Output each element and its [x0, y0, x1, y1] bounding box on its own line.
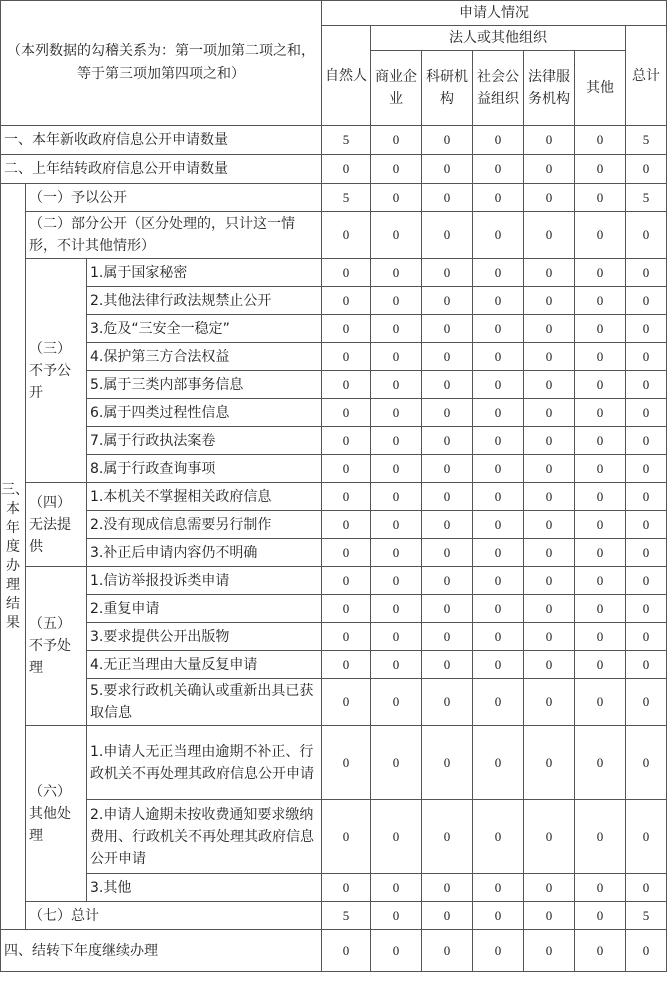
sub-item-label: 2.其他法律行政法规禁止公开	[87, 287, 322, 315]
sub-item-value: 0	[422, 511, 473, 539]
category-7-value: 0	[524, 902, 575, 930]
sub-item-value: 0	[524, 455, 575, 483]
table-row	[1, 259, 667, 287]
sub-item-label: 4.无正当理由大量反复申请	[87, 651, 322, 679]
section-2-value: 0	[473, 155, 524, 184]
sub-item-value: 0	[322, 567, 371, 595]
legal-person-group-header: 法人或其他组织	[371, 26, 626, 51]
sub-item-value: 0	[422, 483, 473, 511]
section-1-value: 0	[575, 126, 626, 155]
table-row	[1, 874, 667, 902]
section-2-value: 0	[422, 155, 473, 184]
table-row	[1, 455, 667, 483]
sub-item-value: 0	[473, 399, 524, 427]
total-header: 总计	[626, 26, 667, 126]
category-2-value: 0	[473, 212, 524, 259]
sub-item-value: 0	[524, 371, 575, 399]
category-5-label: （五）不予处理	[26, 567, 87, 726]
sub-item-value: 0	[422, 651, 473, 679]
category-2-value: 0	[322, 212, 371, 259]
sub-item-label: 2.重复申请	[87, 595, 322, 623]
sub-item-value: 0	[473, 726, 524, 800]
sub-item-value: 0	[626, 726, 667, 800]
sub-item-value: 0	[524, 595, 575, 623]
sub-item-value: 0	[371, 371, 422, 399]
category-7-value: 5	[626, 902, 667, 930]
sub-item-label: 3.补正后申请内容仍不明确	[87, 539, 322, 567]
sub-item-label: 1.属于国家秘密	[87, 259, 322, 287]
section-2-value: 0	[575, 155, 626, 184]
sub-item-value: 0	[473, 651, 524, 679]
sub-item-value: 0	[322, 595, 371, 623]
category-4-label: （四）无法提供	[26, 483, 87, 567]
sub-item-value: 0	[322, 427, 371, 455]
sub-item-value: 0	[422, 343, 473, 371]
sub-item-label: 1.申请人无正当理由逾期不补正、行政机关不再处理其政府信息公开申请	[87, 726, 322, 800]
category-1-value: 0	[422, 184, 473, 212]
sub-item-value: 0	[575, 455, 626, 483]
category-1-value: 5	[322, 184, 371, 212]
sub-item-value: 0	[626, 259, 667, 287]
category-2-value: 0	[524, 212, 575, 259]
sub-item-value: 0	[575, 539, 626, 567]
sub-item-value: 0	[626, 539, 667, 567]
table-row	[1, 930, 667, 972]
table-row	[1, 539, 667, 567]
table-row	[1, 679, 667, 726]
sub-item-value: 0	[575, 679, 626, 726]
sub-item-value: 0	[626, 651, 667, 679]
sub-item-value: 0	[422, 287, 473, 315]
sub-item-value: 0	[575, 623, 626, 651]
sub-item-value: 0	[473, 427, 524, 455]
sub-item-value: 0	[626, 800, 667, 874]
sub-item-value: 0	[422, 371, 473, 399]
section-4-value: 0	[524, 930, 575, 972]
category-2-value: 0	[575, 212, 626, 259]
sub-item-value: 0	[371, 623, 422, 651]
public-welfare-header: 社会公益组织	[473, 51, 524, 126]
section-4-value: 0	[322, 930, 371, 972]
section-4-label: 四、结转下年度继续办理	[1, 930, 322, 972]
sub-item-value: 0	[322, 874, 371, 902]
category-1-label: （一）予以公开	[26, 184, 322, 212]
sub-item-value: 0	[322, 539, 371, 567]
sub-item-value: 0	[371, 567, 422, 595]
category-1-value: 0	[524, 184, 575, 212]
sub-item-value: 0	[371, 259, 422, 287]
sub-item-value: 0	[473, 259, 524, 287]
sub-item-value: 0	[322, 511, 371, 539]
category-7-value: 0	[473, 902, 524, 930]
section-1-value: 0	[422, 126, 473, 155]
table-row	[1, 595, 667, 623]
table-row	[1, 155, 667, 184]
sub-item-value: 0	[422, 259, 473, 287]
sub-item-value: 0	[575, 651, 626, 679]
commercial-header: 商业企业	[371, 51, 422, 126]
research-header: 科研机构	[422, 51, 473, 126]
table-row	[1, 651, 667, 679]
other-header: 其他	[575, 51, 626, 126]
sub-item-value: 0	[322, 483, 371, 511]
section-4-value: 0	[371, 930, 422, 972]
sub-item-label: 1.本机关不掌握相关政府信息	[87, 483, 322, 511]
sub-item-value: 0	[371, 595, 422, 623]
section-2-value: 0	[626, 155, 667, 184]
section-1-value: 0	[524, 126, 575, 155]
sub-item-value: 0	[422, 874, 473, 902]
section-1-value: 0	[371, 126, 422, 155]
sub-item-value: 0	[322, 455, 371, 483]
sub-item-value: 0	[473, 343, 524, 371]
sub-item-value: 0	[524, 651, 575, 679]
category-1-value: 5	[626, 184, 667, 212]
sub-item-value: 0	[371, 511, 422, 539]
sub-item-value: 0	[422, 679, 473, 726]
sub-item-value: 0	[626, 679, 667, 726]
sub-item-value: 0	[524, 483, 575, 511]
sub-item-value: 0	[371, 427, 422, 455]
sub-item-value: 0	[473, 483, 524, 511]
sub-item-value: 0	[371, 800, 422, 874]
category-7-value: 5	[322, 902, 371, 930]
sub-item-value: 0	[473, 539, 524, 567]
sub-item-value: 0	[322, 623, 371, 651]
sub-item-value: 0	[575, 726, 626, 800]
column-note: （本列数据的勾稽关系为：第一项加第二项之和，等于第三项加第四项之和）	[1, 1, 322, 126]
sub-item-label: 3.危及“三安全一稳定”	[87, 315, 322, 343]
section-4-value: 0	[575, 930, 626, 972]
sub-item-value: 0	[322, 371, 371, 399]
sub-item-label: 2.没有现成信息需要另行制作	[87, 511, 322, 539]
sub-item-value: 0	[524, 679, 575, 726]
section-2-label: 二、上年结转政府信息公开申请数量	[1, 155, 322, 184]
table-row	[1, 726, 667, 800]
sub-item-value: 0	[626, 595, 667, 623]
category-1-value: 0	[473, 184, 524, 212]
sub-item-value: 0	[473, 800, 524, 874]
table-row	[1, 623, 667, 651]
section-3-label: 三、本年度办理结果	[1, 184, 26, 930]
table-row	[1, 427, 667, 455]
sub-item-value: 0	[626, 567, 667, 595]
sub-item-value: 0	[422, 455, 473, 483]
sub-item-value: 0	[422, 595, 473, 623]
table-row	[1, 511, 667, 539]
table-row	[1, 371, 667, 399]
natural-person-header: 自然人	[322, 26, 371, 126]
sub-item-value: 0	[473, 287, 524, 315]
sub-item-value: 0	[575, 483, 626, 511]
table-row	[1, 483, 667, 511]
sub-item-value: 0	[626, 623, 667, 651]
sub-item-value: 0	[322, 399, 371, 427]
sub-item-value: 0	[422, 567, 473, 595]
table-row	[1, 315, 667, 343]
sub-item-value: 0	[626, 287, 667, 315]
category-2-value: 0	[422, 212, 473, 259]
sub-item-value: 0	[524, 343, 575, 371]
category-7-value: 0	[575, 902, 626, 930]
sub-item-value: 0	[575, 511, 626, 539]
sub-item-value: 0	[473, 455, 524, 483]
category-1-value: 0	[371, 184, 422, 212]
sub-item-value: 0	[322, 343, 371, 371]
sub-item-value: 0	[422, 539, 473, 567]
sub-item-value: 0	[473, 511, 524, 539]
category-7-value: 0	[422, 902, 473, 930]
sub-item-value: 0	[371, 539, 422, 567]
sub-item-value: 0	[371, 343, 422, 371]
sub-item-value: 0	[524, 623, 575, 651]
section-4-value: 0	[422, 930, 473, 972]
section-1-value: 5	[626, 126, 667, 155]
table-row	[1, 184, 667, 212]
sub-item-value: 0	[626, 343, 667, 371]
sub-item-value: 0	[575, 595, 626, 623]
category-2-label: （二）部分公开（区分处理的，只计这一情形，不计其他情形）	[26, 212, 322, 259]
sub-item-value: 0	[524, 427, 575, 455]
sub-item-value: 0	[322, 679, 371, 726]
table-row	[1, 287, 667, 315]
sub-item-value: 0	[422, 427, 473, 455]
sub-item-value: 0	[575, 399, 626, 427]
sub-item-value: 0	[322, 800, 371, 874]
table-row	[1, 902, 667, 930]
sub-item-value: 0	[322, 259, 371, 287]
section-1-value: 5	[322, 126, 371, 155]
sub-item-value: 0	[524, 874, 575, 902]
section-4-value: 0	[473, 930, 524, 972]
sub-item-value: 0	[626, 455, 667, 483]
sub-item-label: 7.属于行政执法案卷	[87, 427, 322, 455]
section-1-value: 0	[473, 126, 524, 155]
sub-item-value: 0	[626, 511, 667, 539]
sub-item-value: 0	[371, 315, 422, 343]
sub-item-value: 0	[422, 315, 473, 343]
sub-item-label: 6.属于四类过程性信息	[87, 399, 322, 427]
sub-item-value: 0	[524, 567, 575, 595]
table-row	[1, 399, 667, 427]
sub-item-value: 0	[322, 287, 371, 315]
sub-item-value: 0	[524, 287, 575, 315]
table-row	[1, 212, 667, 259]
sub-item-value: 0	[473, 679, 524, 726]
sub-item-value: 0	[575, 343, 626, 371]
section-4-value: 0	[626, 930, 667, 972]
applicant-info-header: 申请人情况	[322, 1, 667, 26]
sub-item-value: 0	[473, 371, 524, 399]
sub-item-value: 0	[473, 315, 524, 343]
sub-item-value: 0	[422, 800, 473, 874]
sub-item-value: 0	[575, 567, 626, 595]
legal-service-header: 法律服务机构	[524, 51, 575, 126]
sub-item-value: 0	[626, 399, 667, 427]
table-row	[1, 343, 667, 371]
sub-item-value: 0	[524, 726, 575, 800]
sub-item-label: 5.要求行政机关确认或重新出具已获取信息	[87, 679, 322, 726]
sub-item-value: 0	[322, 651, 371, 679]
sub-item-label: 4.保护第三方合法权益	[87, 343, 322, 371]
category-6-label: （六）其他处理	[26, 726, 87, 902]
category-1-value: 0	[575, 184, 626, 212]
table-row	[1, 800, 667, 874]
sub-item-value: 0	[473, 567, 524, 595]
sub-item-value: 0	[371, 399, 422, 427]
section-1-label: 一、本年新收政府信息公开申请数量	[1, 126, 322, 155]
category-2-value: 0	[626, 212, 667, 259]
table-row	[1, 126, 667, 155]
sub-item-value: 0	[626, 315, 667, 343]
sub-item-value: 0	[524, 511, 575, 539]
sub-item-value: 0	[371, 455, 422, 483]
sub-item-value: 0	[322, 315, 371, 343]
category-2-value: 0	[371, 212, 422, 259]
sub-item-label: 8.属于行政查询事项	[87, 455, 322, 483]
sub-item-value: 0	[575, 371, 626, 399]
sub-item-value: 0	[575, 259, 626, 287]
sub-item-value: 0	[422, 399, 473, 427]
sub-item-value: 0	[371, 726, 422, 800]
sub-item-value: 0	[626, 874, 667, 902]
section-2-value: 0	[371, 155, 422, 184]
sub-item-value: 0	[575, 800, 626, 874]
sub-item-value: 0	[473, 623, 524, 651]
category-3-label: （三）不予公开	[26, 259, 87, 483]
sub-item-label: 2.申请人逾期未按收费通知要求缴纳费用、行政机关不再处理其政府信息公开申请	[87, 800, 322, 874]
category-7-label: （七）总计	[26, 902, 322, 930]
sub-item-value: 0	[322, 726, 371, 800]
sub-item-value: 0	[524, 399, 575, 427]
category-7-value: 0	[371, 902, 422, 930]
sub-item-label: 5.属于三类内部事务信息	[87, 371, 322, 399]
sub-item-value: 0	[422, 726, 473, 800]
sub-item-value: 0	[371, 483, 422, 511]
sub-item-value: 0	[371, 874, 422, 902]
sub-item-value: 0	[524, 259, 575, 287]
sub-item-value: 0	[626, 427, 667, 455]
sub-item-label: 3.要求提供公开出版物	[87, 623, 322, 651]
sub-item-value: 0	[575, 427, 626, 455]
sub-item-value: 0	[575, 874, 626, 902]
sub-item-value: 0	[371, 679, 422, 726]
sub-item-value: 0	[626, 371, 667, 399]
sub-item-value: 0	[575, 315, 626, 343]
sub-item-value: 0	[371, 651, 422, 679]
sub-item-value: 0	[575, 287, 626, 315]
sub-item-label: 1.信访举报投诉类申请	[87, 567, 322, 595]
sub-item-value: 0	[371, 287, 422, 315]
sub-item-label: 3.其他	[87, 874, 322, 902]
sub-item-value: 0	[524, 800, 575, 874]
sub-item-value: 0	[524, 315, 575, 343]
table-row	[1, 567, 667, 595]
sub-item-value: 0	[422, 623, 473, 651]
sub-item-value: 0	[473, 595, 524, 623]
sub-item-value: 0	[473, 874, 524, 902]
sub-item-value: 0	[626, 483, 667, 511]
section-2-value: 0	[524, 155, 575, 184]
sub-item-value: 0	[524, 539, 575, 567]
section-2-value: 0	[322, 155, 371, 184]
